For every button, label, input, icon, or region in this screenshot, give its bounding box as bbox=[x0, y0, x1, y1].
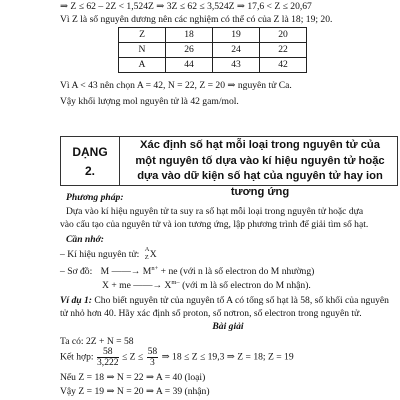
cation-charge: n+ bbox=[151, 265, 159, 272]
molar-mass-line: Vậy khối lượng mol nguyên tử là 42 gam/mol. bbox=[60, 96, 239, 107]
table-cell: 26 bbox=[166, 43, 213, 58]
method-text-line: Dựa vào kí hiệu nguyên tử ta suy ra số hạt mỗi loại trong nguyên tử hoặc dựa bbox=[66, 206, 364, 217]
example-text-line: tử nhỏ hơn 40. Hãy xác định số proton, số nơtron, số electron trong nguyên tử. bbox=[60, 308, 362, 319]
table-row bbox=[119, 43, 307, 58]
dang-title-line: dựa vào dữ kiện số hạt của nguyên tử hay ion bbox=[137, 170, 383, 183]
scheme-line-2 bbox=[102, 279, 311, 292]
table-cell: 22 bbox=[260, 43, 307, 58]
table-cell: 19 bbox=[213, 28, 260, 43]
fraction-denominator: 3,222 bbox=[97, 357, 119, 368]
fraction-denominator: 3 bbox=[150, 357, 155, 368]
anion-charge: m– bbox=[171, 279, 180, 286]
equation-line: Ta có: 2Z + N = 58 bbox=[60, 336, 134, 347]
fraction-upper bbox=[147, 347, 159, 368]
scheme-line-1 bbox=[60, 265, 314, 278]
table-cell: 18 bbox=[166, 28, 213, 43]
dang-title bbox=[127, 138, 393, 200]
table-row bbox=[119, 28, 307, 43]
dang-label-number: 2. bbox=[84, 164, 95, 178]
table-cell: 24 bbox=[213, 43, 260, 58]
table-cell: 43 bbox=[213, 58, 260, 73]
dang-title-line: một nguyên tố dựa vào kí hiệu nguyên tử hoặc bbox=[135, 154, 385, 167]
atomic-symbol bbox=[144, 246, 161, 261]
scheme-label: – Sơ đồ: bbox=[60, 266, 93, 278]
fraction-lower bbox=[97, 347, 119, 368]
combine-result: ⇒ 18 ≤ Z ≤ 19,3 ⇒ Z = 18; Z = 19 bbox=[161, 351, 294, 363]
fraction-numerator: 58 bbox=[97, 347, 119, 358]
mass-number-symbol: A bbox=[144, 246, 150, 253]
dang-label bbox=[61, 137, 120, 185]
example-line bbox=[60, 295, 389, 307]
table-cell: N bbox=[119, 43, 166, 58]
combine-label: Kết hợp: bbox=[60, 351, 94, 363]
case-line: Nếu Z = 18 ⇒ N = 22 ⇒ A = 40 (loại) bbox=[60, 372, 206, 383]
case-line: Vậy Z = 19 ⇒ N = 20 ⇒ A = 39 (nhận) bbox=[60, 386, 210, 397]
example-text: Cho biết nguyên tử của nguyên tố A có tổng số hạt là 58, số khối của nguyên bbox=[94, 295, 389, 306]
anion-scheme-end: (với m là số electron do M nhận). bbox=[182, 280, 311, 292]
method-text-line: vào cấu tạo của nguyên tử và ion tương ứng, lập phương trình để giải tìm số hạt. bbox=[60, 219, 369, 230]
atomic-number-symbol: Z bbox=[144, 254, 149, 261]
table-cell: 20 bbox=[260, 28, 307, 43]
fraction-numerator: 58 bbox=[147, 346, 158, 357]
atomic-symbol-line bbox=[60, 246, 161, 261]
z-n-a-table bbox=[118, 27, 307, 73]
note-heading: Cần nhớ: bbox=[66, 234, 104, 245]
table-row bbox=[119, 58, 307, 73]
element-symbol: X bbox=[149, 249, 157, 260]
dang-title-line: tương ứng bbox=[230, 185, 290, 198]
table-cell: 42 bbox=[260, 58, 307, 73]
dang-label-word: DẠNG bbox=[72, 145, 108, 159]
integer-solutions-line: Vì Z là số nguyên dương nên các nghiệm có thể có của Z là 18; 19; 20. bbox=[60, 14, 333, 25]
table-cell: Z bbox=[119, 28, 166, 43]
cation-scheme-start: M ——→ M bbox=[100, 266, 152, 278]
cation-scheme-end: + ne (với n là số electron do M nhường) bbox=[160, 266, 315, 278]
solution-heading: Bài giải bbox=[212, 321, 244, 332]
inequality-line: ⇒ Z ≤ 62 – 2Z < 1,524Z ⇒ 3Z ≤ 62 ≤ 3,524Z ⇒ 17,6 < Z ≤ 20,67 bbox=[60, 1, 312, 12]
fraction-relation: ≤ Z ≤ bbox=[122, 351, 144, 363]
anion-scheme-start: X + me ——→ X bbox=[102, 280, 172, 292]
method-heading: Phương pháp: bbox=[66, 192, 124, 203]
table-cell: A bbox=[119, 58, 166, 73]
dang-title-line: Xác định số hạt mỗi loại trong nguyên tử của bbox=[140, 139, 380, 151]
conclusion-line: Vì A < 43 nên chọn A = 42, N = 22, Z = 20 ⇒ nguyên tử Ca. bbox=[60, 80, 292, 91]
combine-line bbox=[60, 347, 294, 368]
table-cell: 44 bbox=[166, 58, 213, 73]
atomic-symbol-label: – Kí hiệu nguyên tử: bbox=[60, 249, 140, 261]
example-label: Ví dụ 1: bbox=[60, 295, 92, 306]
